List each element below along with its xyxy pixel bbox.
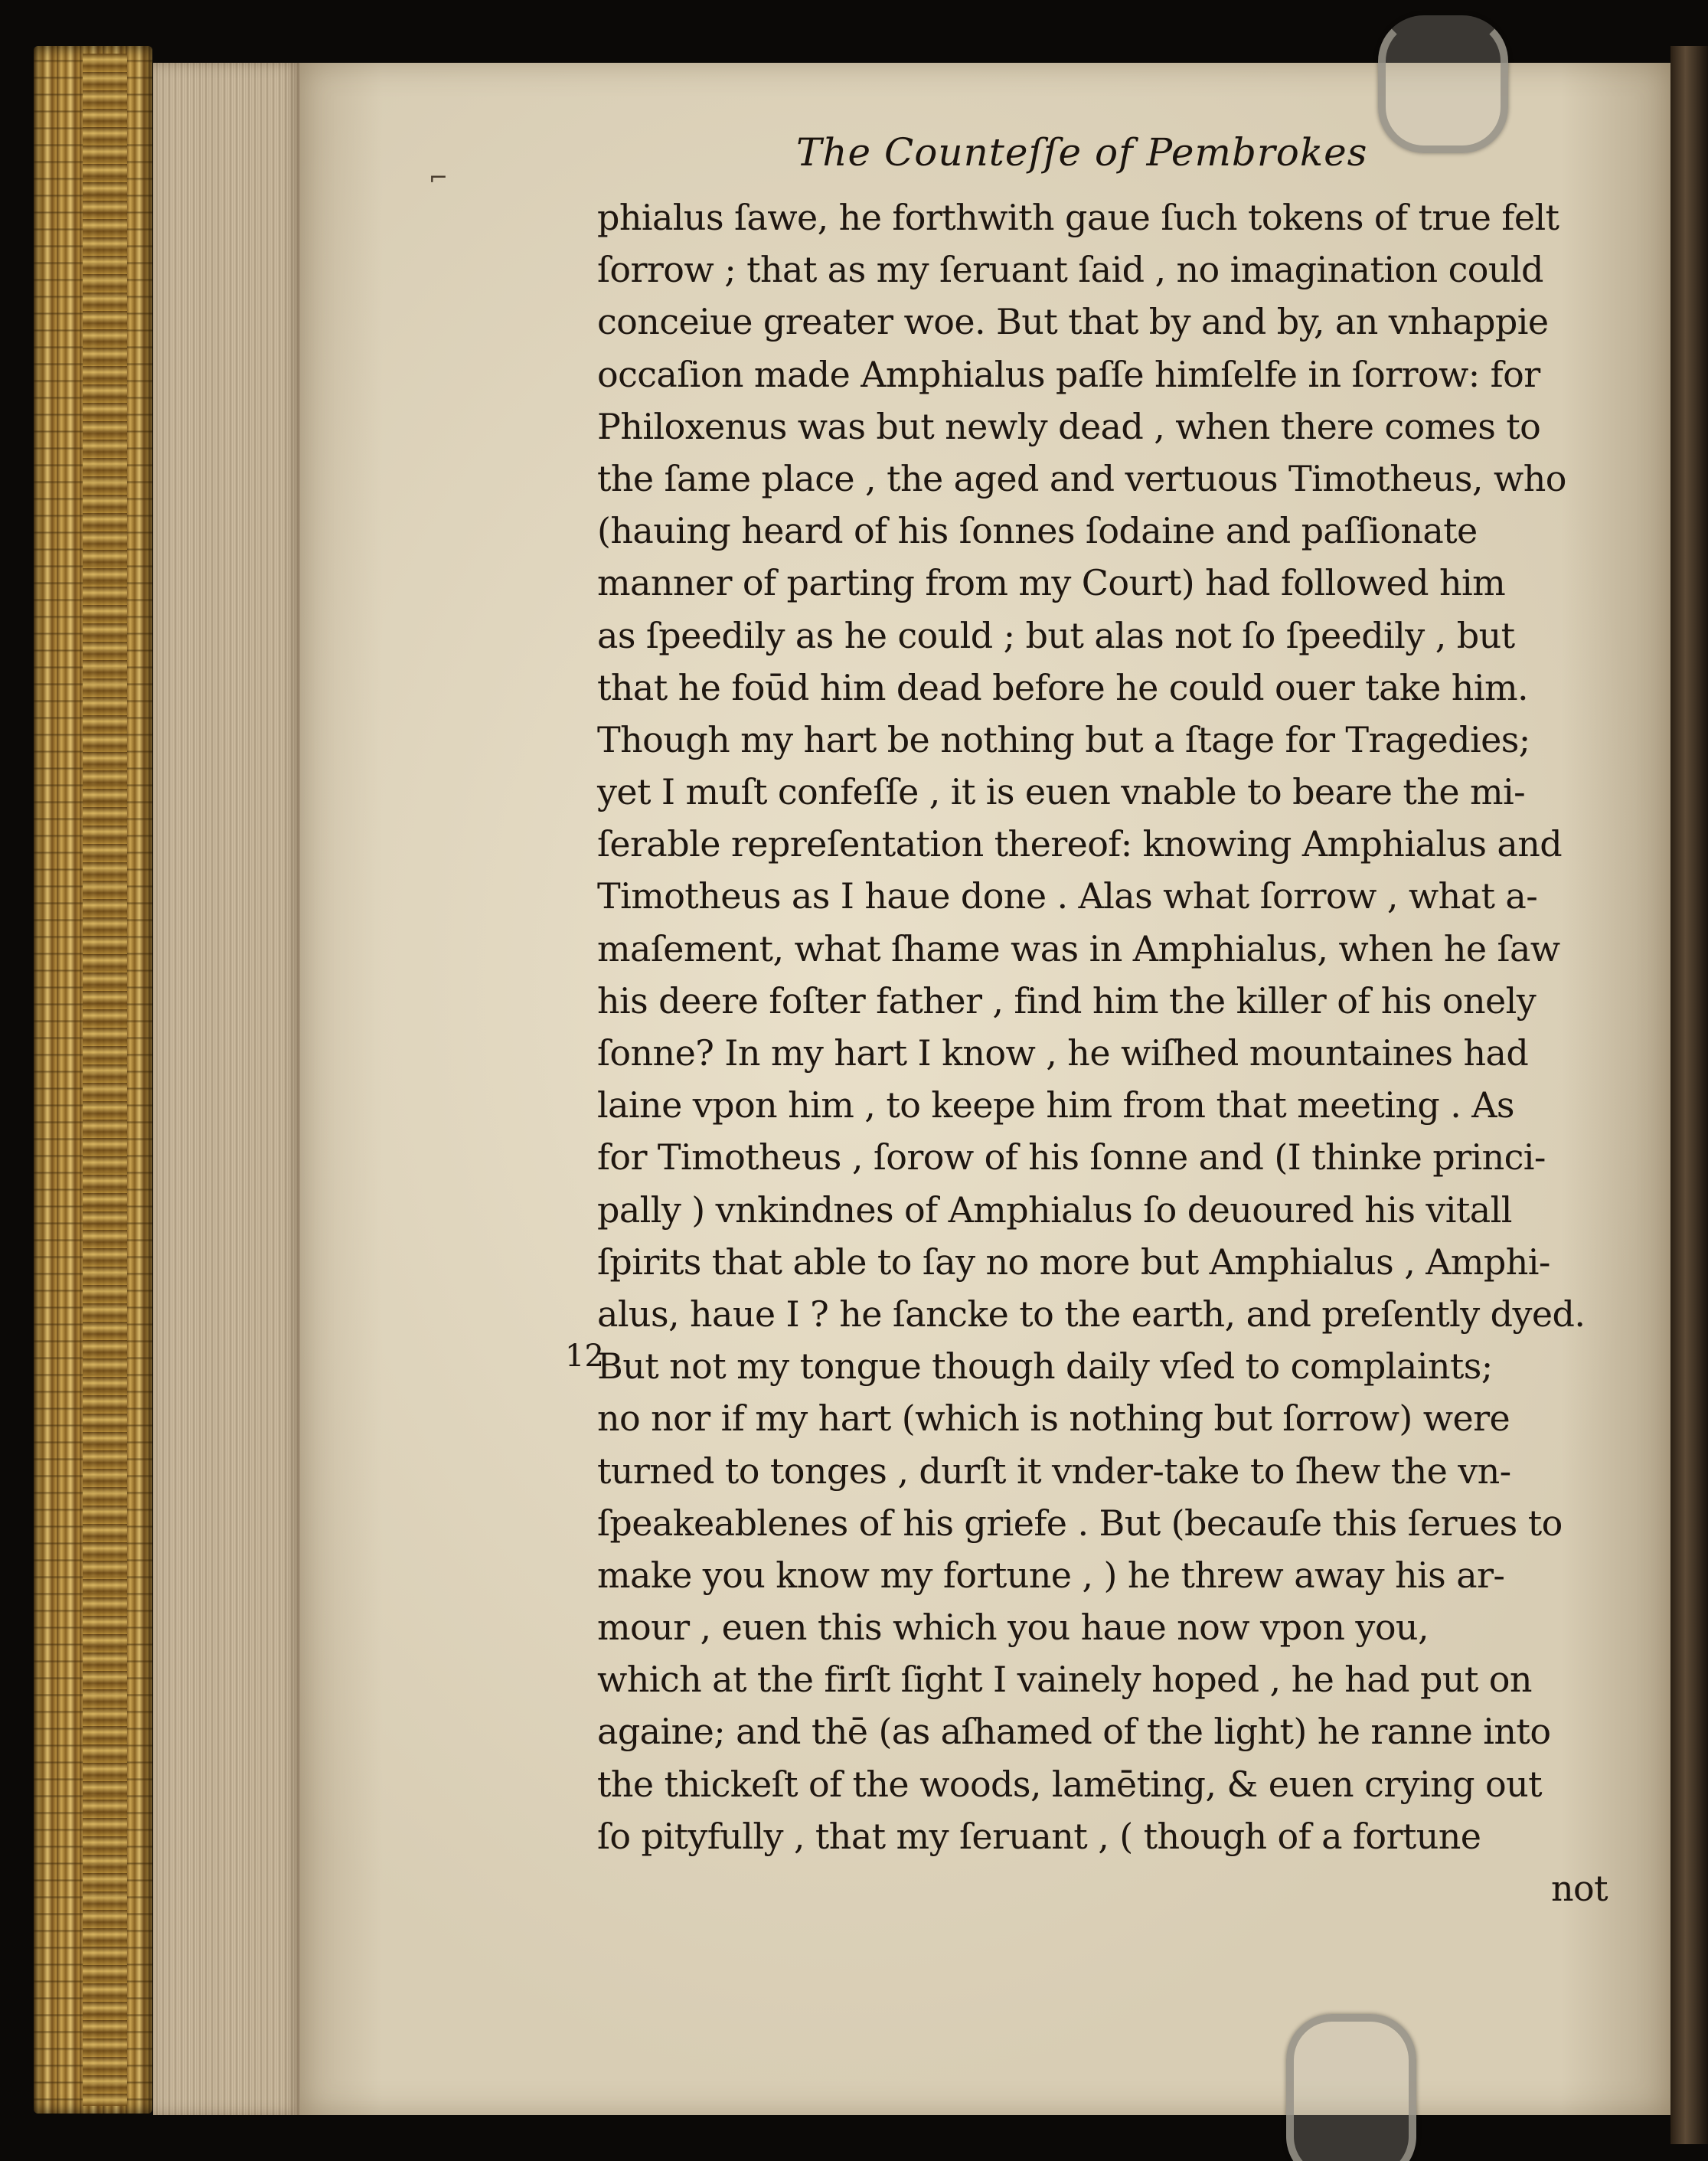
text-line: as ſpeedily as he could ; but alas not ſo ſpeedily , but (597, 614, 1515, 656)
text-line: (hauing heard of his ſonnes ſodaine and paſſionate (597, 510, 1478, 552)
text-line: ſerable repreſentation thereof: knowing Amphialus and (597, 823, 1563, 865)
text-line: which at the firſt ſight I vainely hoped , he had put on (597, 1659, 1532, 1701)
running-head: The Counteſſe of Pembrokes (796, 130, 1368, 175)
text-line: occaſion made Amphialus paſſe himſelfe in ſorrow: for (597, 353, 1540, 395)
margin-section-number: 12 (565, 1339, 604, 1374)
gilt-binding-ornament (83, 54, 127, 2106)
text-line: that he foūd him dead before he could ouer take him. (597, 666, 1528, 708)
text-line: pally ) vnkindnes of Amphialus ſo deuoured his vitall (597, 1188, 1512, 1231)
text-line: phialus ſawe, he forthwith gaue ſuch tokens of true felt (597, 197, 1559, 238)
text-lines (597, 191, 1608, 1914)
page-fore-edge (153, 63, 300, 2115)
text-line: ſpirits that able to ſay no more but Amphialus , Amphi- (597, 1241, 1550, 1283)
right-binding-gutter (1670, 46, 1708, 2144)
text-line: the ſame place , the aged and vertuous Timotheus, who (597, 457, 1566, 499)
text-line: ſonne? In my hart I know , he wiſhed mountaines had (597, 1032, 1529, 1074)
text-line: conceiue greater woe. But that by and by, an vnhappie (597, 301, 1549, 343)
catchword: not (1550, 1868, 1608, 1909)
text-line: laine vpon him , to keepe him from that meeting . As (597, 1084, 1514, 1126)
text-line: againe; and thē (as aſhamed of the light) he ranne into (597, 1711, 1551, 1753)
text-line: make you know my fortune , ) he threw away his ar- (597, 1554, 1505, 1596)
page-clip-top (1378, 15, 1508, 153)
text-line: no nor if my hart (which is nothing but ſorrow) were (597, 1398, 1510, 1440)
text-line: ſo pityfully , that my ſeruant , ( though of a fortune (597, 1815, 1481, 1857)
text-line: turned to tonges , durſt it vnder-take to ſhew the vn- (597, 1450, 1511, 1492)
text-line: alus, haue I ? he ſancke to the earth, and preſently dyed. (597, 1293, 1586, 1335)
page-clip-bottom (1286, 2014, 1416, 2161)
text-line: manner of parting from my Court) had followed him (597, 562, 1506, 604)
text-line: Though my hart be nothing but a ſtage for Tragedies; (597, 718, 1530, 760)
text-line: Timotheus as I haue done . Alas what ſorrow , what a- (597, 875, 1538, 917)
text-line: yet I muſt confeſſe , it is euen vnable to beare the mi- (597, 771, 1526, 813)
margin-mark: ⌐ (429, 165, 449, 191)
text-line: Philoxenus was but newly dead , when there comes to (597, 405, 1541, 447)
text-line: his deere foſter father , find him the killer of his onely (597, 979, 1537, 1022)
text-line: But not my tongue though daily vſed to complaints; (597, 1345, 1493, 1388)
text-line: the thickeſt of the woods, lamēting, & euen crying out (597, 1763, 1543, 1805)
text-line: ſorrow ; that as my ſeruant ſaid , no imagination could (597, 249, 1543, 291)
text-line: maſement, what ſhame was in Amphialus, when he ſaw (597, 927, 1560, 969)
text-line: mour , euen this which you haue now vpon you, (597, 1607, 1429, 1649)
text-line: ſpeakeablenes of his griefe . But (becauſe this ſerues to (597, 1502, 1563, 1544)
text-line: for Timotheus , ſorow of his ſonne and (I thinke princi- (597, 1136, 1546, 1179)
